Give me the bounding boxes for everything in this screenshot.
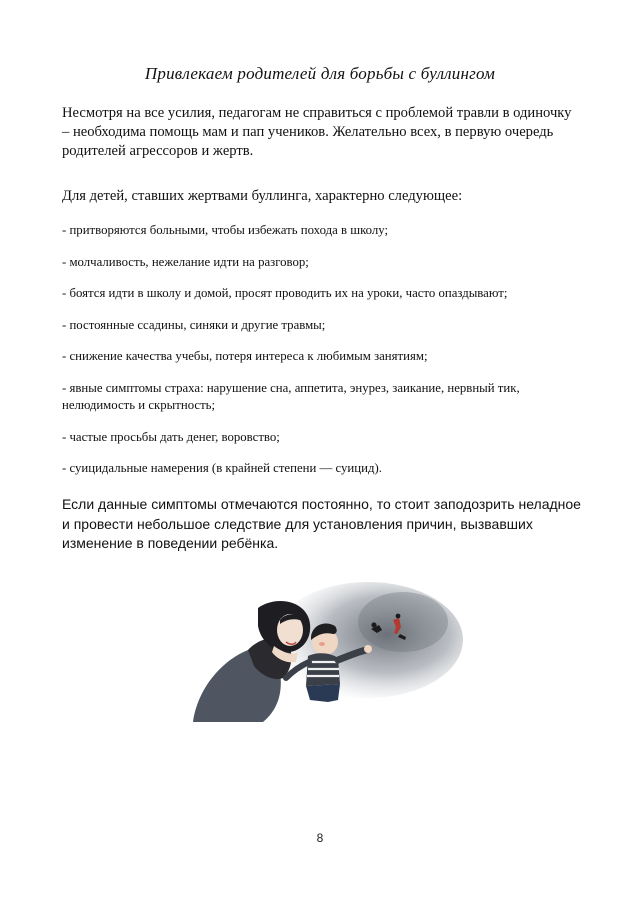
conclusion-paragraph: Если данные симптомы отмечаются постоянно, то стоит заподозрить неладное и провести небольшое следствие для установления причин, вызвавших изменение в поведении ребёнка. (62, 496, 581, 551)
list-item: - явные симптомы страха: нарушение сна, аппетита, энурез, заикание, нервный тик, нелюдимость и скрытность; (62, 380, 520, 412)
list-item: - суицидальные намерения (в крайней степени — суицид). (62, 461, 382, 475)
list-item: - молчаливость, нежелание идти на разговор; (62, 254, 309, 269)
intro-paragraph: Несмотря на все усилия, педагогам не справиться с проблемой травли в одиночку – необходима помощь мам и пап учеников. Желательно всех, в первую очередь родителей агрессоров и жертв. (62, 105, 572, 159)
mother-child-illustration (188, 582, 463, 732)
list-item: - притворяются больными, чтобы избежать похода в школу; (62, 223, 389, 237)
mother-figure (193, 601, 310, 722)
symptoms-lead: Для детей, ставших жертвами буллинга, характерно следующее: (62, 188, 463, 204)
page-title: Привлекаем родителей для борьбы с буллингом (144, 64, 496, 83)
list-item: - частые просьбы дать денег, воровство; (62, 429, 280, 444)
list-item: - постоянные ссадины, синяки и другие травмы; (62, 317, 326, 332)
list-item: - боятся идти в школу и домой, просят проводить их на уроки, часто опаздывают; (62, 286, 508, 300)
symptoms-list (62, 222, 582, 492)
list-item: - снижение качества учебы, потеря интереса к любимым занятиям; (62, 349, 428, 363)
page-number: 8 (316, 831, 324, 845)
